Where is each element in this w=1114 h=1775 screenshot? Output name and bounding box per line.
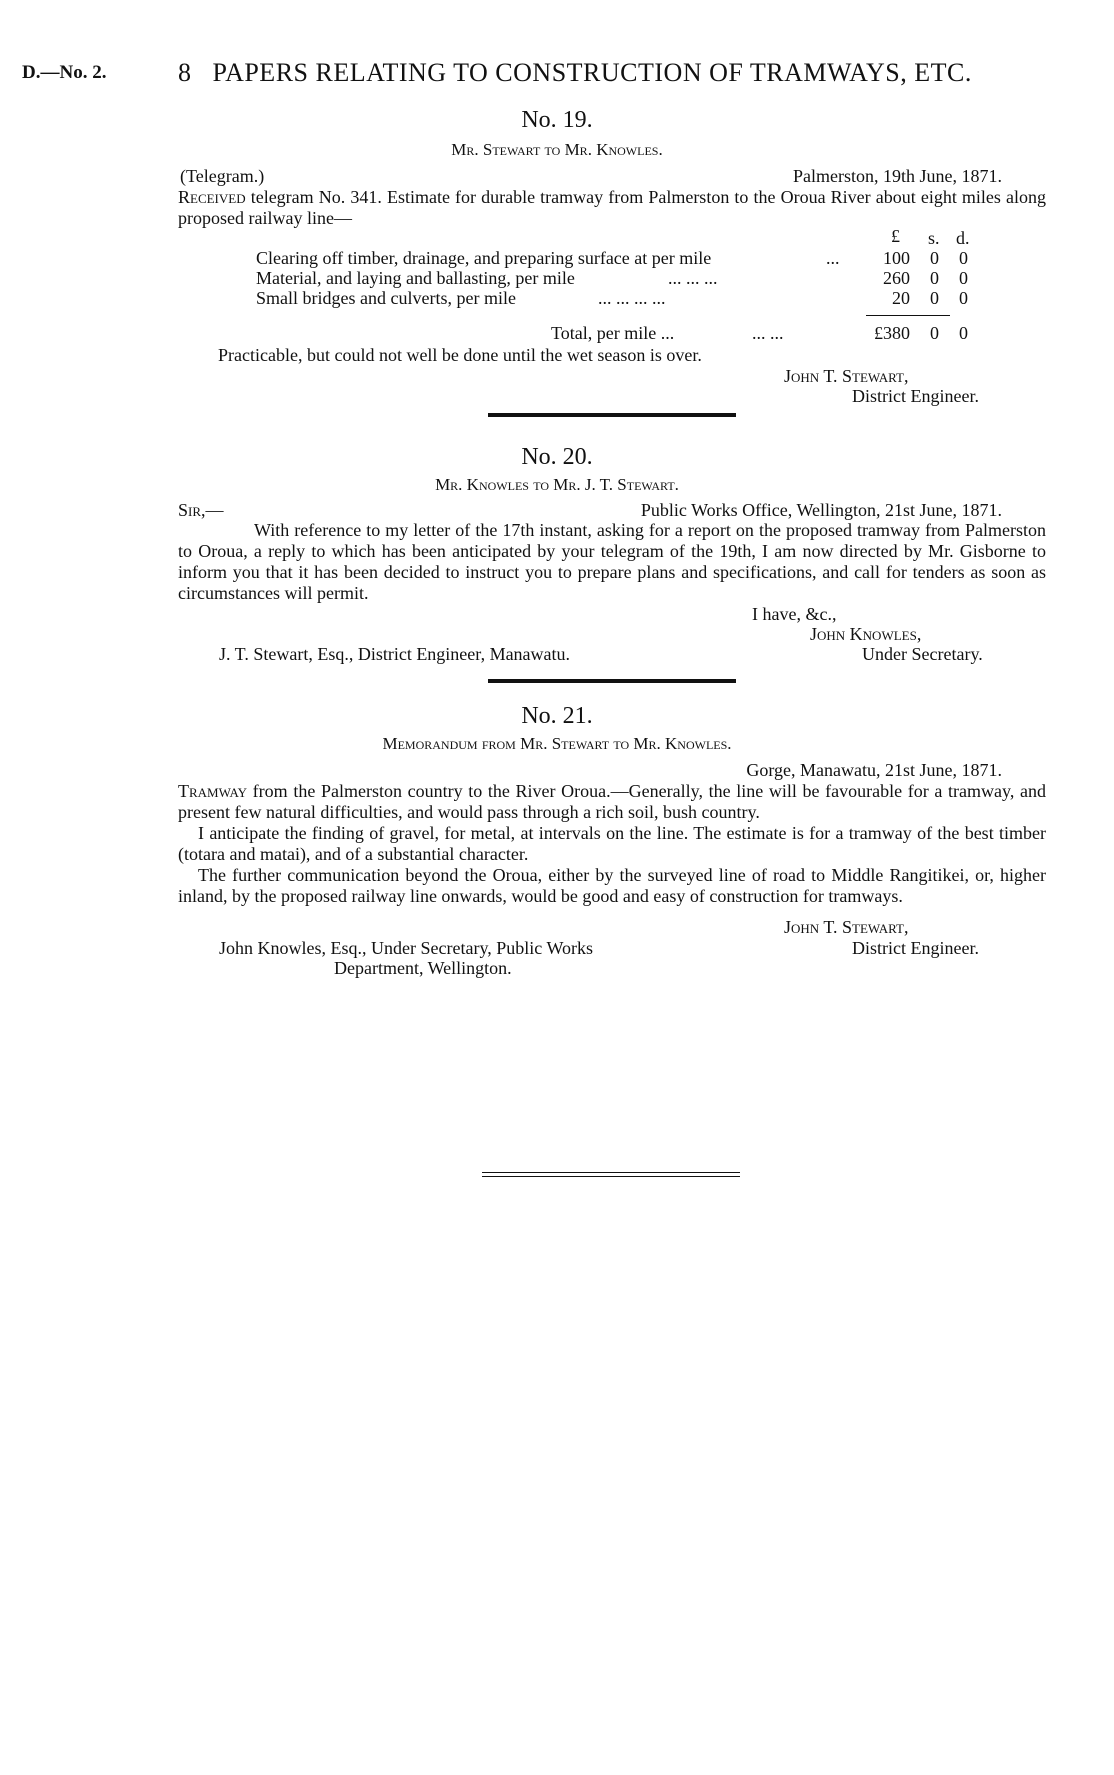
section-divider	[488, 413, 736, 417]
document-code: D.—No. 2.	[22, 62, 107, 83]
no21-place-date: Gorge, Manawatu, 21st June, 1871.	[746, 760, 1002, 780]
no19-note: Practicable, but could not well be done until the wet season is over.	[218, 345, 702, 365]
estimate-row	[256, 288, 516, 309]
no19-signature-name: John T. Stewart,	[784, 366, 909, 386]
estimate-row	[256, 268, 575, 289]
no19-signature-title: District Engineer.	[852, 386, 979, 406]
no21-para2: I anticipate the finding of gravel, for metal, at intervals on the line. The estimate is for a tramway of the best timber (totara and matai), and of a substantial character.	[178, 823, 1046, 864]
no20-heading: No. 20.	[521, 444, 593, 470]
no20-salutation: Sir,—	[178, 500, 224, 520]
no21-addressee-line2: Department, Wellington.	[334, 958, 512, 978]
estimate-shillings: 0	[930, 248, 939, 268]
no21-from-to: Memorandum from Mr. Stewart to Mr. Knowles.	[382, 734, 732, 753]
estimate-leaders: ... ... ...	[668, 268, 718, 288]
estimate-row	[256, 248, 711, 269]
no19-place-date: Palmerston, 19th June, 1871.	[793, 166, 1002, 186]
no19-body-text: telegram No. 341. Estimate for durable tramway from Palmerston to the Oroua River about eight miles along proposed railway line—	[178, 187, 1046, 228]
estimate-pounds: 100	[883, 248, 910, 268]
no21-para3: The further communication beyond the Oroua, either by the surveyed line of road to Middle Rangitikei, or, higher inland, by the proposed railway line onwards, would be good and easy of construction for tramways.	[178, 865, 1046, 906]
estimate-item: Clearing off timber, drainage, and preparing surface at per mile	[256, 248, 712, 268]
no19-lead: Received	[178, 187, 246, 207]
section-divider	[488, 679, 736, 683]
no20-addressee: J. T. Stewart, Esq., District Engineer, Manawatu.	[219, 644, 571, 664]
total-leaders: ... ...	[752, 323, 784, 343]
no20-from-to: Mr. Knowles to Mr. J. T. Stewart.	[435, 475, 679, 494]
total-pence: 0	[959, 323, 968, 343]
currency-shillings-header: s.	[928, 228, 940, 248]
running-header	[178, 58, 972, 88]
no20-body: With reference to my letter of the 17th instant, asking for a report on the proposed tramway from Palmerston to Oroua, a reply to which has been anticipated by your telegram of the 19th, I am now directed by Mr. Gisborne to inform you that it has been decided to instruct you to prepare plans and specifications, and call for tenders as soon as circumstances will permit.	[178, 520, 1046, 603]
estimate-pounds: 260	[883, 268, 910, 288]
estimate-pounds: 20	[892, 288, 910, 308]
estimate-pence: 0	[959, 248, 968, 268]
no20-signature-title: Under Secretary.	[862, 644, 983, 664]
no19-body	[178, 187, 1046, 229]
no19-telegram-label: (Telegram.)	[180, 166, 265, 186]
estimate-pence: 0	[959, 288, 968, 308]
estimate-item: Small bridges and culverts, per mile	[256, 288, 516, 308]
no20-place-date: Public Works Office, Wellington, 21st June, 1871.	[640, 500, 1002, 520]
estimate-leaders: ... ... ... ...	[598, 288, 666, 308]
total-pounds: £380	[874, 323, 910, 343]
currency-pence-header: d.	[956, 228, 970, 248]
currency-pounds-header: £	[891, 226, 900, 246]
no21-signature-title: District Engineer.	[852, 938, 979, 958]
no19-from-to: Mr. Stewart to Mr. Knowles.	[451, 140, 663, 159]
total-shillings: 0	[930, 323, 939, 343]
total-label: Total, per mile ...	[551, 323, 675, 343]
estimate-item: Material, and laying and ballasting, per mile	[256, 268, 575, 288]
estimate-leaders: ...	[826, 248, 840, 268]
no21-signature-name: John T. Stewart,	[784, 917, 909, 937]
no21-heading: No. 21.	[521, 703, 593, 729]
page-title: PAPERS RELATING TO CONSTRUCTION OF TRAMWAYS, ETC.	[212, 58, 972, 87]
no21-addressee-line1: John Knowles, Esq., Under Secretary, Public Works	[219, 938, 593, 958]
no21-lead: Tramway	[178, 781, 248, 801]
no20-closing: I have, &c.,	[752, 604, 837, 624]
total-rule	[866, 315, 950, 316]
no20-signature-name: John Knowles,	[810, 624, 922, 644]
page-number: 8	[178, 58, 192, 87]
no21-para1-text: from the Palmerston country to the River Oroua.—Generally, the line will be favourable for a tramway, and present few natural difficulties, and would pass through a rich soil, bush country.	[178, 781, 1046, 822]
end-rule-top	[482, 1172, 740, 1173]
estimate-shillings: 0	[930, 268, 939, 288]
no19-heading: No. 19.	[521, 107, 593, 133]
no21-para1	[178, 781, 1046, 823]
end-rule-bottom	[482, 1176, 740, 1177]
estimate-shillings: 0	[930, 288, 939, 308]
estimate-pence: 0	[959, 268, 968, 288]
